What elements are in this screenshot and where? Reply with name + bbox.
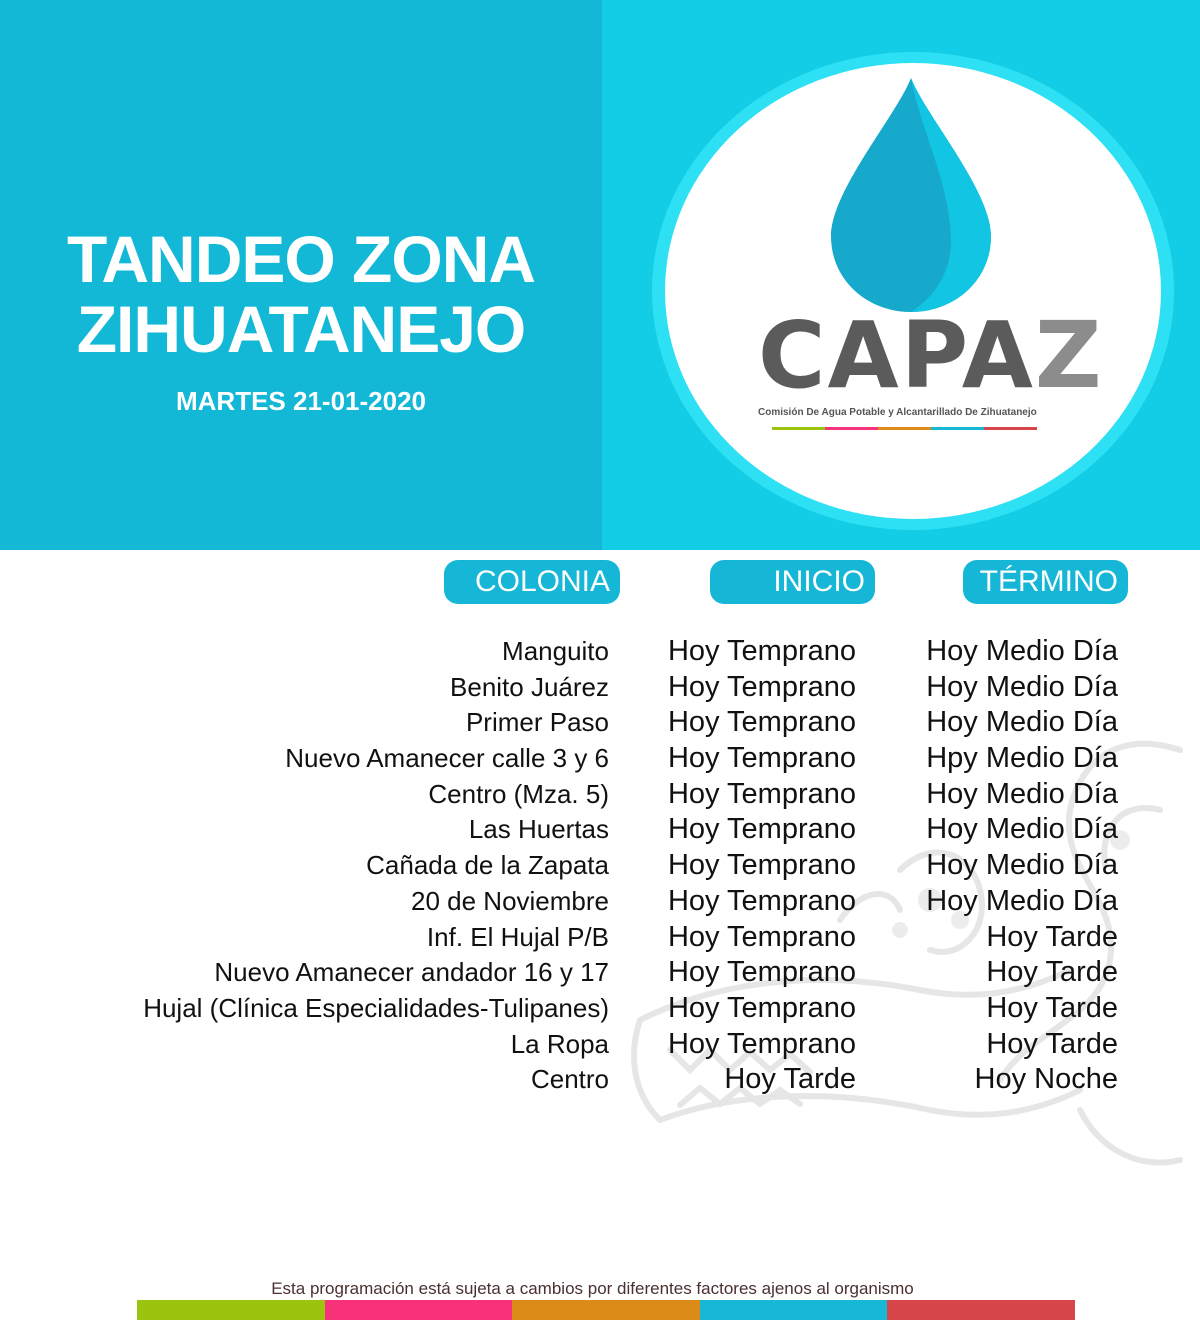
- cell-colonia: Nuevo Amanecer calle 3 y 6: [285, 743, 609, 774]
- table-row: [0, 918, 1200, 954]
- logo-wordmark-last: Z: [1034, 302, 1104, 409]
- cell-termino: Hoy Medio Día: [926, 884, 1118, 917]
- cell-colonia: Las Huertas: [468, 814, 609, 845]
- table-row: [0, 953, 1200, 989]
- cell-termino: Hoy Tarde: [986, 920, 1118, 953]
- cell-termino: Hoy Medio Día: [926, 706, 1118, 739]
- table-row: [0, 668, 1200, 704]
- table-row: [0, 632, 1200, 668]
- cell-colonia: 20 de Noviembre: [411, 885, 609, 916]
- table-row: [0, 1025, 1200, 1061]
- cell-inicio: Hoy Temprano: [667, 884, 856, 917]
- cell-inicio: Hoy Temprano: [667, 956, 856, 989]
- cell-termino: Hoy Medio Día: [926, 635, 1118, 667]
- column-header-termino: TÉRMINO: [963, 560, 1128, 604]
- cell-termino: Hoy Medio Día: [926, 849, 1118, 882]
- schedule-date: MARTES 21-01-2020: [176, 386, 426, 416]
- cell-termino: Hoy Medio Día: [926, 777, 1118, 810]
- cell-inicio: Hoy Temprano: [667, 920, 856, 953]
- logo-subtitle: Comisión De Agua Potable y Alcantarillado De Zihuatanejo: [758, 407, 1037, 418]
- cell-inicio: Hoy Temprano: [667, 635, 856, 667]
- cell-termino: Hoy Tarde: [986, 991, 1118, 1024]
- column-header-colonia: COLONIA: [444, 560, 620, 604]
- logo-wordmark: [758, 302, 1104, 409]
- table-row: [0, 703, 1200, 739]
- cell-inicio: Hoy Tarde: [724, 1063, 856, 1096]
- table-row: [0, 810, 1200, 846]
- cell-inicio: Hoy Temprano: [667, 706, 856, 739]
- cell-inicio: Hoy Temprano: [667, 813, 856, 846]
- table-row: [0, 989, 1200, 1025]
- table-row: [0, 846, 1200, 882]
- table-row: [0, 882, 1200, 918]
- cell-inicio: Hoy Temprano: [667, 670, 856, 703]
- cell-colonia: Manguito: [502, 636, 609, 666]
- cell-termino: Hoy Tarde: [986, 956, 1118, 989]
- cell-colonia: Centro: [530, 1064, 609, 1095]
- column-header-inicio: INICIO: [710, 560, 875, 604]
- cell-colonia: Nuevo Amanecer andador 16 y 17: [214, 957, 609, 988]
- cell-termino: Hoy Tarde: [986, 1027, 1118, 1060]
- table-row: [0, 739, 1200, 775]
- cell-inicio: Hoy Temprano: [667, 1027, 856, 1060]
- cell-colonia: Inf. El Hujal P/B: [426, 921, 609, 952]
- cell-inicio: Hoy Temprano: [667, 991, 856, 1024]
- cell-colonia: La Ropa: [510, 1028, 609, 1059]
- page-title-line-1: TANDEO ZONA: [66, 222, 536, 296]
- cell-inicio: Hoy Temprano: [667, 777, 856, 810]
- disclaimer-note: Esta programación está sujeta a cambios por diferentes factores ajenos al organismo: [271, 1279, 914, 1298]
- cell-colonia: Primer Paso: [465, 707, 609, 738]
- cell-inicio: Hoy Temprano: [667, 742, 856, 775]
- cell-inicio: Hoy Temprano: [667, 849, 856, 882]
- cell-termino: Hoy Noche: [974, 1063, 1118, 1096]
- cell-termino: Hpy Medio Día: [926, 742, 1118, 775]
- schedule-table: [0, 632, 1200, 1096]
- water-drop-icon: [826, 76, 996, 316]
- logo-color-stripes: [772, 427, 1037, 430]
- cell-colonia: Hujal (Clínica Especialidades-Tulipanes): [143, 992, 609, 1023]
- footer-color-stripes: [137, 1300, 1075, 1320]
- logo-wordmark-main: CAPA: [758, 302, 1035, 409]
- cell-colonia: Centro (Mza. 5): [428, 778, 609, 809]
- cell-termino: Hoy Medio Día: [926, 670, 1118, 703]
- cell-colonia: Benito Juárez: [450, 671, 609, 702]
- table-row: [0, 1060, 1200, 1096]
- cell-termino: Hoy Medio Día: [926, 813, 1118, 846]
- table-row: [0, 775, 1200, 811]
- cell-colonia: Cañada de la Zapata: [366, 850, 609, 881]
- page-title-line-2: ZIHUATANEJO: [76, 292, 526, 366]
